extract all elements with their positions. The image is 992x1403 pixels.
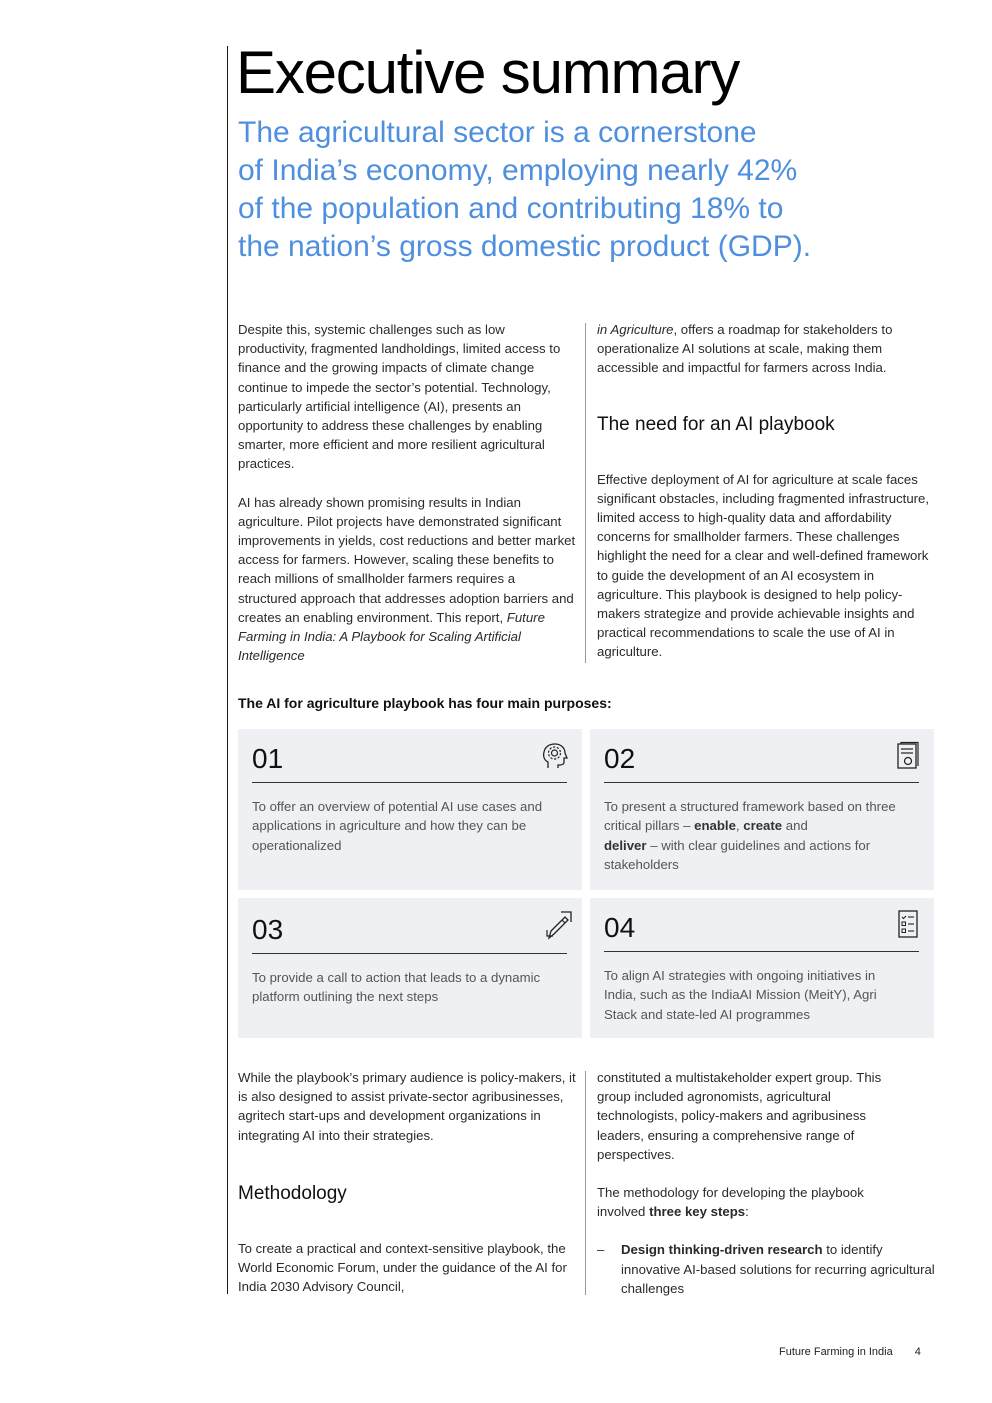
lede-line: the nation’s gross domestic product (GDP). <box>238 230 812 263</box>
step-list-item <box>597 1240 937 1298</box>
purpose-text-part: – with clear guidelines and actions for stakeholders <box>604 837 871 873</box>
purpose-number: 04 <box>604 912 636 943</box>
lower-left-column <box>238 1068 576 1296</box>
purpose-card-04 <box>590 898 934 1038</box>
step-description: to identify innovative AI-based solutions for recurring agricultural challenges <box>621 1242 935 1296</box>
pillar-create: create <box>743 818 783 834</box>
head-gear-icon <box>540 741 570 771</box>
purpose-text: To offer an overview of potential AI use cases and applications in agriculture and how they can be operationalized <box>252 799 543 853</box>
intro-paragraph: Despite this, systemic challenges such as low productivity, fragmented landholdings, limited access to finance and the growing impacts of climate change continue to impede the sector’s potential. Technology, particularly artificial intelligence (AI), presents an opportunity to address these challenges by enabling smarter, more efficient and more resilient agricultural practices. <box>238 322 561 472</box>
left-margin-rule <box>227 46 228 1294</box>
lower-right-column <box>597 1068 937 1298</box>
pillar-deliver: deliver <box>604 837 647 853</box>
methodology-paragraph: To create a practical and context-sensitive playbook, the World Economic Forum, under the guidance of the AI for India 2030 Advisory Council, <box>238 1240 567 1295</box>
intro-text: , offers a roadmap for stakeholders to operationalize AI solutions at scale, making them accessible and impactful for farmers across India. <box>597 322 893 376</box>
dash-bullet: – <box>597 1242 605 1258</box>
purpose-text <box>604 797 904 875</box>
purpose-text-sep: and <box>782 818 808 834</box>
purpose-card-02 <box>590 729 934 890</box>
column-divider <box>585 323 586 663</box>
steps-intro-bold: three key steps <box>649 1204 746 1220</box>
checklist-icon <box>893 909 923 939</box>
section-heading-methodology: Methodology <box>238 1182 347 1204</box>
purpose-card-03 <box>238 898 582 1038</box>
pillar-enable: enable <box>694 818 736 834</box>
purpose-number: 01 <box>252 743 284 774</box>
card-divider <box>604 951 919 952</box>
steps-intro-paragraph <box>597 1183 907 1221</box>
page-footer <box>779 1346 921 1358</box>
lede-line: The agricultural sector is a cornerstone <box>238 116 757 149</box>
purpose-text-sep: , <box>735 818 744 834</box>
purpose-number: 02 <box>604 743 636 774</box>
lede-line: of the population and contributing 18% to <box>238 192 784 225</box>
purpose-text-part: To present a structured framework based on three critical pillars – <box>604 799 896 834</box>
pencil-arrow-icon <box>543 910 573 940</box>
purpose-number: 03 <box>252 914 284 945</box>
step-title: Design thinking-driven research <box>621 1242 823 1258</box>
purpose-text: To provide a call to action that leads to a dynamic platform outlining the next steps <box>252 970 541 1005</box>
lede-statement <box>238 114 878 266</box>
purpose-card-01 <box>238 729 582 890</box>
audience-paragraph: While the playbook’s primary audience is policy-makers, it is also designed to assist private-sector agribusinesses, agritech start-ups and development organizations in integrating AI into their strategies. <box>238 1070 576 1143</box>
intro-right-column <box>597 320 937 662</box>
purpose-text: To align AI strategies with ongoing initiatives in India, such as the IndiaAI Mission (MeitY), Agri Stack and state-led AI programmes <box>604 968 877 1022</box>
intro-left-column <box>238 320 576 665</box>
intro-text: AI has already shown promising results in Indian agriculture. Pilot projects have demonstrated significant improvements in yields, cost reductions and better market access for farmers. However, scaling these benefits to reach millions of smallholder farmers requires a structured approach that addresses adoption barriers and creates an enabling environment. This report, <box>238 494 576 625</box>
report-title-italic: Future Farming in India: A Playbook for Scaling Artificial Intelligence <box>238 609 545 664</box>
intro-paragraph <box>597 320 937 378</box>
card-divider <box>604 782 919 783</box>
card-divider <box>252 953 567 954</box>
lede-line: of India’s economy, employing nearly 42% <box>238 154 798 187</box>
report-title-italic: in Agriculture <box>597 322 674 337</box>
need-paragraph: Effective deployment of AI for agriculture at scale faces significant obstacles, including fragmented infrastructure, limited access to high-quality data and affordability concerns for smallholder farmers. These challenges highlight the need for a clear and well-defined framework to guide the development of an AI ecosystem in agriculture. This playbook is designed to help policy-makers strategize and provide achievable insights and practical recommendations to scale the use of AI in agriculture. <box>597 471 930 660</box>
expert-group-paragraph: constituted a multistakeholder expert group. This group included agronomists, agricultural technologists, policy-makers and agribusiness leaders, ensuring a comprehensive range of perspectives. <box>597 1070 882 1162</box>
publication-name: Future Farming in India <box>779 1346 893 1358</box>
steps-intro-colon: : <box>745 1204 749 1220</box>
column-divider <box>585 1071 586 1295</box>
section-heading-need: The need for an AI playbook <box>597 413 835 435</box>
document-seal-icon <box>893 741 923 771</box>
card-divider <box>252 782 567 783</box>
page-number: 4 <box>914 1346 921 1358</box>
purposes-heading: The AI for agriculture playbook has four main purposes: <box>238 695 612 711</box>
page-title: Executive summary <box>236 39 740 106</box>
intro-paragraph <box>238 493 576 666</box>
steps-intro-text: The methodology for developing the playbook involved <box>597 1185 864 1220</box>
